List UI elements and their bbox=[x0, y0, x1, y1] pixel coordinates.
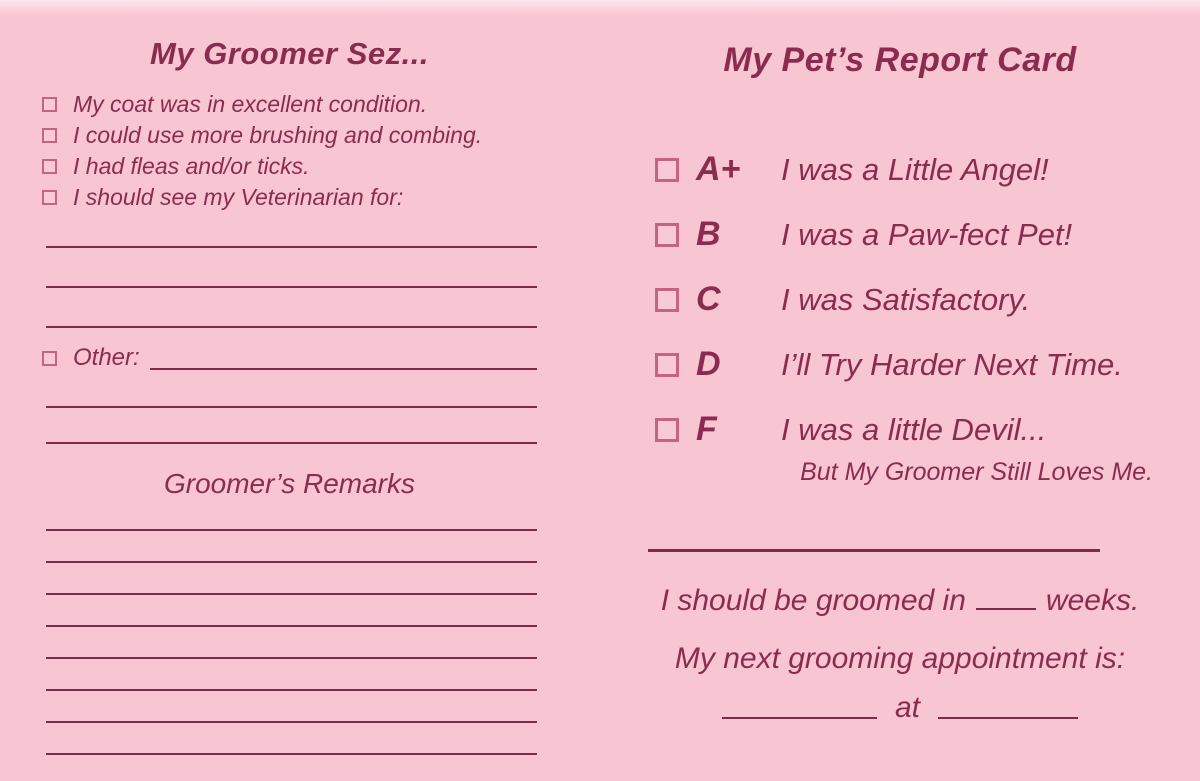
checkbox-grade-a-plus[interactable] bbox=[655, 158, 679, 182]
other-write-in-line[interactable] bbox=[150, 368, 537, 370]
appointment-time-field[interactable] bbox=[938, 717, 1078, 719]
grade-letter: D bbox=[696, 345, 721, 383]
groomed-in-prefix: I should be groomed in bbox=[660, 584, 966, 617]
checkbox-grade-b[interactable] bbox=[655, 223, 679, 247]
grade-row-d bbox=[600, 332, 1200, 397]
weeks-blank-field[interactable] bbox=[976, 608, 1036, 610]
grades-list bbox=[600, 137, 1200, 487]
remarks-write-in-line[interactable] bbox=[46, 721, 537, 723]
checklist-item-coat-condition bbox=[42, 89, 537, 120]
checklist-label: I had fleas and/or ticks. bbox=[73, 153, 310, 179]
checklist-label: I should see my Veterinarian for: bbox=[73, 184, 404, 210]
checklist-label: My coat was in excellent condition. bbox=[73, 91, 428, 117]
checkbox-brushing[interactable] bbox=[42, 128, 57, 143]
remarks-write-in-line[interactable] bbox=[46, 657, 537, 659]
checklist-item-other bbox=[42, 343, 537, 373]
checkbox-fleas-ticks[interactable] bbox=[42, 159, 57, 174]
grade-description: I’ll Try Harder Next Time. bbox=[781, 346, 1123, 382]
groomer-sez-title: My Groomer Sez... bbox=[150, 36, 429, 71]
groomer-sez-panel bbox=[42, 36, 537, 755]
checkbox-coat-condition[interactable] bbox=[42, 97, 57, 112]
grade-description: I was a Paw-fect Pet! bbox=[781, 216, 1073, 252]
groomed-in-suffix: weeks. bbox=[1045, 584, 1140, 617]
other-write-in-line[interactable] bbox=[46, 406, 537, 408]
checkbox-veterinarian[interactable] bbox=[42, 190, 57, 205]
checklist-item-fleas-ticks bbox=[42, 151, 537, 182]
groomed-in-weeks-line bbox=[600, 583, 1200, 619]
remarks-write-in-line[interactable] bbox=[46, 753, 537, 755]
grade-row-c bbox=[600, 267, 1200, 332]
veterinarian-write-in-line[interactable] bbox=[46, 286, 537, 288]
checklist-item-veterinarian bbox=[42, 182, 537, 213]
remarks-write-in-line[interactable] bbox=[46, 625, 537, 627]
grade-description: I was Satisfactory. bbox=[781, 281, 1031, 317]
grade-row-b bbox=[600, 202, 1200, 267]
remarks-write-in-line[interactable] bbox=[46, 561, 537, 563]
checklist-label: I could use more brushing and combing. bbox=[73, 122, 483, 148]
remarks-write-in-line[interactable] bbox=[46, 529, 537, 531]
other-label: Other: bbox=[73, 344, 140, 371]
remarks-write-in-line[interactable] bbox=[46, 593, 537, 595]
grade-letter: F bbox=[696, 410, 717, 448]
veterinarian-write-in-line[interactable] bbox=[46, 326, 537, 328]
report-card-title: My Pet’s Report Card bbox=[723, 41, 1077, 79]
veterinarian-write-in-line[interactable] bbox=[46, 246, 537, 248]
other-write-in-line[interactable] bbox=[46, 442, 537, 444]
checklist-item-brushing bbox=[42, 120, 537, 151]
report-card-panel bbox=[600, 40, 1200, 724]
appointment-date-field[interactable] bbox=[722, 717, 877, 719]
appointment-fill-in-row bbox=[600, 691, 1200, 724]
grade-row-f bbox=[600, 397, 1200, 462]
appointment-label: My next grooming appointment is: bbox=[674, 642, 1126, 675]
grade-f-note: But My Groomer Still Loves Me. bbox=[800, 458, 1153, 486]
grade-row-a-plus bbox=[600, 137, 1200, 202]
remarks-write-in-line[interactable] bbox=[46, 689, 537, 691]
groomer-remarks-title: Groomer’s Remarks bbox=[163, 468, 415, 499]
checkbox-grade-c[interactable] bbox=[655, 288, 679, 312]
grade-letter: B bbox=[696, 215, 721, 253]
groomer-checklist bbox=[42, 89, 537, 213]
section-divider bbox=[648, 549, 1100, 552]
at-label: at bbox=[894, 691, 921, 724]
grade-letter: A+ bbox=[696, 150, 741, 188]
checkbox-other[interactable] bbox=[42, 351, 57, 366]
grade-description: I was a little Devil... bbox=[781, 411, 1047, 447]
grade-letter: C bbox=[696, 280, 721, 318]
checkbox-grade-d[interactable] bbox=[655, 353, 679, 377]
grade-description: I was a Little Angel! bbox=[781, 151, 1049, 187]
checkbox-grade-f[interactable] bbox=[655, 418, 679, 442]
